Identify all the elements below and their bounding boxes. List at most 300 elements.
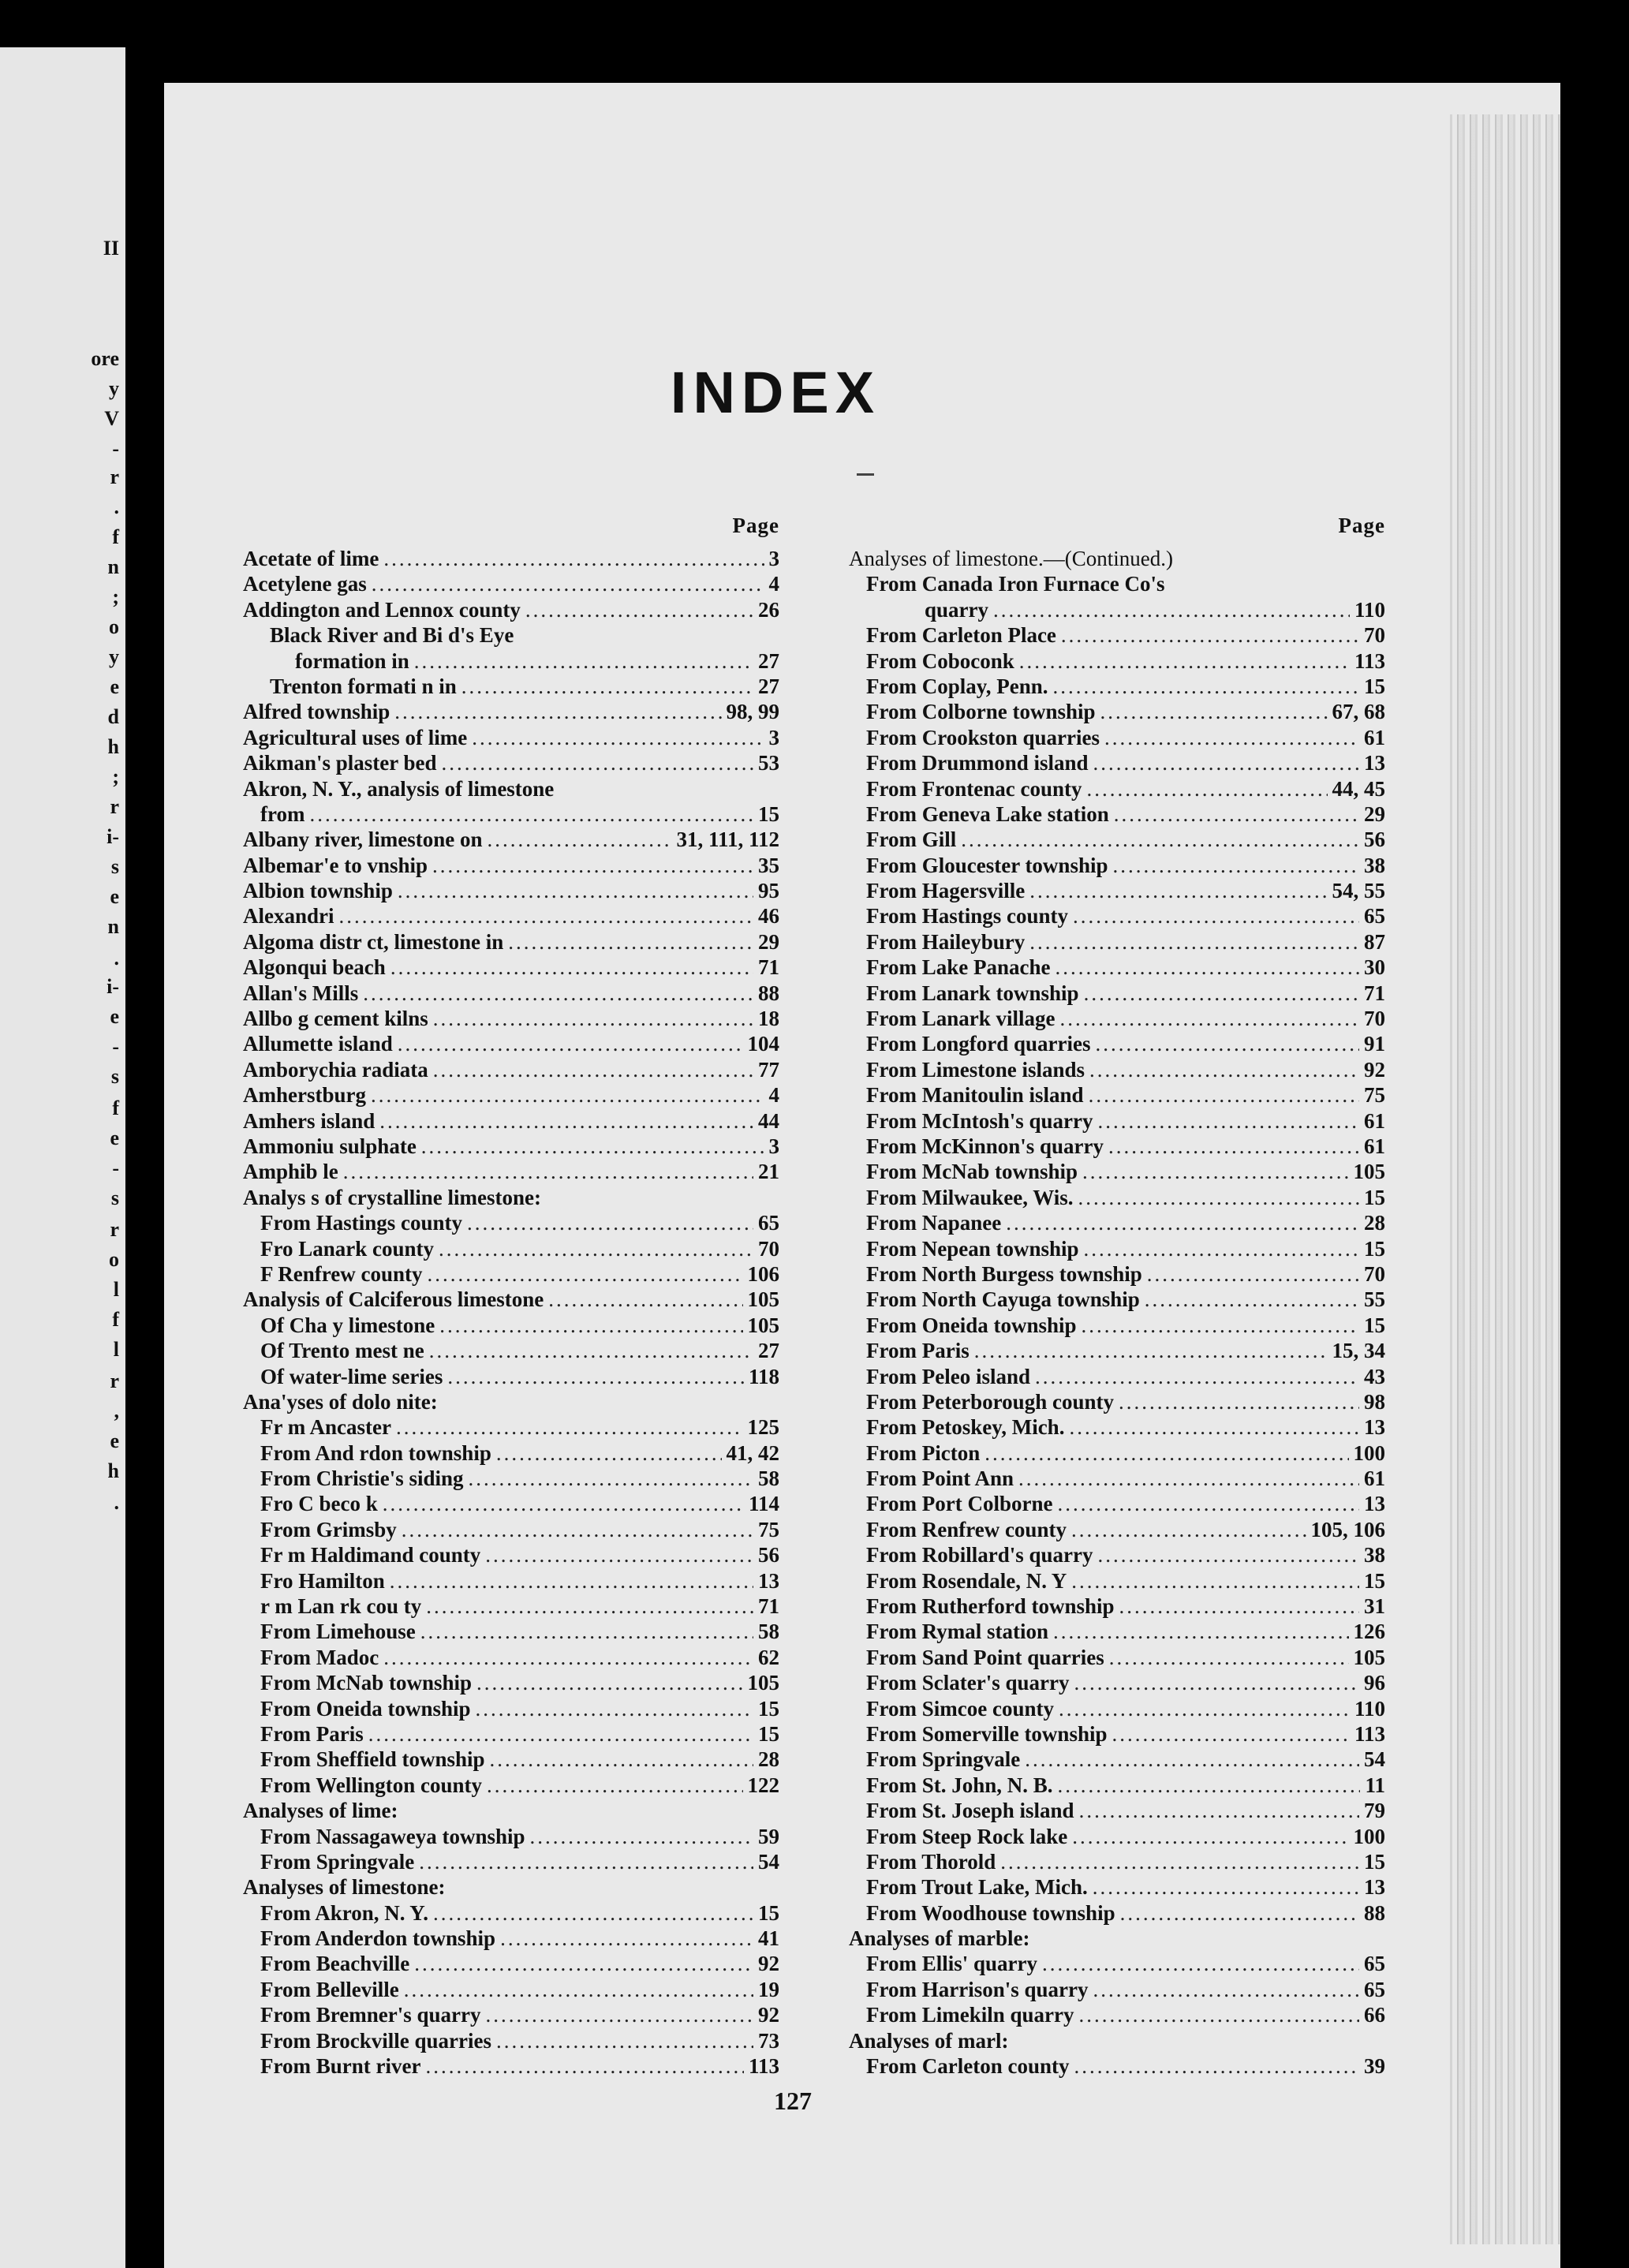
title-rule — [857, 473, 874, 476]
index-entry — [849, 1721, 1385, 1747]
entry-term: From Peleo island — [866, 1364, 1030, 1388]
index-entry — [849, 955, 1385, 980]
dot-leader — [490, 1747, 753, 1772]
dot-leader — [1098, 1108, 1360, 1134]
dot-leader — [1113, 853, 1360, 878]
entry-term: From Lake Panache — [866, 955, 1051, 980]
entry-term: From Milwaukee, Wis. — [866, 1185, 1074, 1209]
entry-page-ref: 13 — [1364, 751, 1385, 775]
dot-leader — [390, 955, 753, 980]
margin-fragment: V — [104, 407, 119, 430]
entry-page-ref: 110 — [1354, 1696, 1385, 1721]
index-entry — [243, 2028, 779, 2053]
index-entry — [243, 1338, 779, 1363]
dot-leader — [1079, 2002, 1359, 2027]
entry-term: From Limekiln quarry — [866, 2003, 1074, 2027]
entry-page-ref: 44, 45 — [1332, 776, 1385, 801]
entry-term: From Picton — [866, 1440, 981, 1465]
dot-leader — [1058, 1773, 1361, 1798]
entry-term: From Belleville — [260, 1977, 399, 2001]
dot-leader — [1147, 1261, 1359, 1287]
margin-fragment: e — [110, 1127, 119, 1149]
dot-leader — [1119, 1389, 1359, 1414]
index-entry — [849, 1619, 1385, 1644]
entry-page-ref: 38 — [1364, 853, 1385, 877]
entry-page-ref: 54 — [758, 1849, 779, 1874]
index-entry — [849, 1900, 1385, 1926]
entry-page-ref: 73 — [758, 2028, 779, 2053]
entry-term: From North Cayuga township — [866, 1287, 1140, 1312]
margin-fragment: e — [110, 1429, 119, 1452]
index-entry — [849, 622, 1385, 648]
entry-page-ref: 105, 106 — [1310, 1517, 1385, 1541]
entry-term: Albemar'e to vnship — [243, 853, 428, 877]
entry-term: Ammoniu sulphate — [243, 1134, 417, 1158]
entry-page-ref: 29 — [758, 929, 779, 954]
dot-leader — [1086, 776, 1327, 801]
dot-leader — [442, 750, 753, 775]
index-entry — [243, 1006, 779, 1031]
dot-leader — [1119, 1594, 1359, 1619]
margin-fragment: - — [112, 1156, 119, 1179]
entry-term: From Somerville township — [866, 1721, 1108, 1746]
index-entry — [849, 1568, 1385, 1594]
dot-leader — [1000, 1849, 1359, 1874]
entry-page-ref: 65 — [1364, 1977, 1385, 2001]
dot-leader — [339, 903, 753, 928]
index-entry — [849, 1824, 1385, 1849]
entry-term: From North Burgess township — [866, 1261, 1142, 1286]
margin-fragment: f — [112, 1308, 119, 1331]
entry-page-ref: 125 — [747, 1415, 779, 1440]
entry-page-ref: 4 — [768, 1083, 779, 1108]
entry-page-ref: 65 — [1364, 1952, 1385, 1976]
entry-term: From Ellis' quarry — [866, 1952, 1038, 1976]
entry-page-ref: 126 — [1353, 1620, 1385, 1644]
entry-page-ref: 71 — [1364, 981, 1385, 1005]
index-entry — [849, 597, 1385, 622]
column-header-page: Page — [732, 514, 779, 537]
index-entry — [243, 1900, 779, 1926]
entry-term: From Canada Iron Furnace Co's — [866, 572, 1165, 596]
index-entry — [243, 1389, 779, 1414]
dot-leader — [343, 1159, 753, 1184]
entry-term: From Madoc — [260, 1645, 379, 1669]
entry-page-ref: 31, 111, 112 — [676, 828, 779, 852]
dot-leader — [472, 725, 764, 750]
entry-term: Analysis of Calciferous limestone — [243, 1287, 544, 1312]
index-entry — [849, 1645, 1385, 1670]
index-entry — [849, 571, 1385, 596]
entry-term: From Sheffield township — [260, 1747, 485, 1772]
dot-leader — [1074, 2053, 1359, 2079]
dot-leader — [1079, 1798, 1359, 1823]
margin-fragment: y — [109, 377, 119, 400]
entry-term: Analyses of marble: — [849, 1926, 1030, 1951]
index-entry — [849, 674, 1385, 699]
dot-leader — [371, 1082, 764, 1108]
entry-page-ref: 61 — [1364, 1134, 1385, 1158]
entry-page-ref: 35 — [758, 853, 779, 877]
entry-term: From Wellington county — [260, 1773, 483, 1797]
entry-page-ref: 18 — [758, 1007, 779, 1031]
entry-page-ref: 98 — [1364, 1389, 1385, 1414]
index-entry — [849, 1134, 1385, 1159]
previous-page-edge — [0, 47, 138, 2268]
page-title: INDEX — [670, 360, 881, 425]
entry-page-ref: 11 — [1365, 1773, 1385, 1797]
index-entry — [243, 1594, 779, 1619]
dot-leader — [433, 1900, 753, 1926]
margin-fragment: r — [110, 795, 119, 818]
index-entry — [849, 1951, 1385, 1976]
entry-page-ref: 66 — [1364, 2003, 1385, 2027]
dot-leader — [1078, 1185, 1360, 1210]
index-entry — [849, 750, 1385, 775]
entry-page-ref: 13 — [1364, 1492, 1385, 1516]
dot-leader — [1093, 750, 1359, 775]
index-entry — [243, 1798, 779, 1823]
entry-page-ref: 118 — [748, 1364, 779, 1388]
index-entry — [849, 878, 1385, 903]
entry-term: From Oneida township — [260, 1696, 471, 1721]
entry-term: From Napanee — [866, 1211, 1002, 1235]
entry-page-ref: 29 — [1364, 801, 1385, 826]
dot-leader — [530, 1824, 753, 1849]
entry-page-ref: 70 — [1364, 623, 1385, 648]
entry-page-ref: 87 — [1364, 929, 1385, 954]
entry-term: From Frontenac county — [866, 776, 1082, 801]
dot-leader — [993, 597, 1350, 622]
entry-term: From Hastings county — [260, 1211, 463, 1235]
entry-term: From Brockville quarries — [260, 2028, 491, 2053]
dot-leader — [1071, 1568, 1359, 1594]
dot-leader — [1069, 1414, 1359, 1440]
entry-page-ref: 110 — [1354, 597, 1385, 622]
margin-fragment: ore — [91, 347, 119, 370]
entry-page-ref: 41, 42 — [726, 1440, 779, 1465]
entry-term: From And rdon township — [260, 1440, 491, 1465]
entry-page-ref: 70 — [1364, 1261, 1385, 1286]
index-entry — [243, 699, 779, 724]
entry-page-ref: 44 — [758, 1108, 779, 1133]
index-entry — [243, 750, 779, 775]
index-entry — [849, 1773, 1385, 1798]
index-entry — [849, 2028, 1385, 2053]
index-entry — [849, 827, 1385, 852]
entry-term: From Simcoe county — [866, 1696, 1054, 1721]
entry-term: Amherstburg — [243, 1083, 366, 1108]
index-entry — [243, 1134, 779, 1159]
index-column-left — [243, 505, 779, 2079]
index-entry — [243, 1364, 779, 1389]
margin-fragment: s — [110, 855, 119, 878]
index-entry — [243, 1542, 779, 1567]
margin-fragment: f — [112, 525, 119, 548]
margin-fragment: ; — [112, 765, 119, 788]
index-entry — [243, 1926, 779, 1951]
index-entry — [243, 903, 779, 928]
entry-page-ref: 56 — [1364, 828, 1385, 852]
entry-term: Addington and Lennox county — [243, 597, 521, 622]
index-entry — [243, 622, 779, 648]
index-entry — [243, 1773, 779, 1798]
entry-term: From Drummond island — [866, 751, 1089, 775]
index-entry — [849, 725, 1385, 750]
page-edge-stack — [1450, 114, 1560, 2244]
index-entry — [243, 776, 779, 801]
entry-term: Analyses of limestone.—(Continued.) — [849, 547, 1173, 570]
dot-leader — [476, 1670, 742, 1695]
entry-term: Algoma distr ct, limestone in — [243, 929, 504, 954]
index-entry — [243, 1210, 779, 1235]
dot-leader — [1112, 1721, 1350, 1747]
entry-term: From Carleton Place — [866, 623, 1056, 648]
entry-page-ref: 15 — [1364, 1568, 1385, 1593]
index-entry — [849, 1414, 1385, 1440]
entry-page-ref: 55 — [1364, 1287, 1385, 1312]
dot-leader — [432, 853, 753, 878]
dot-leader — [1114, 801, 1359, 827]
index-entry — [849, 1696, 1385, 1721]
entry-page-ref: 105 — [747, 1671, 779, 1695]
entry-term: Akron, N. Y., analysis of limestone — [243, 776, 555, 801]
dot-leader — [383, 1645, 753, 1670]
entry-page-ref: 92 — [758, 2003, 779, 2027]
dot-leader — [398, 1031, 743, 1056]
index-entry — [243, 1261, 779, 1287]
index-entry — [243, 955, 779, 980]
dot-leader — [427, 1261, 742, 1287]
entry-term: Fro Hamilton — [260, 1568, 385, 1593]
entry-page-ref: 106 — [747, 1261, 779, 1286]
entry-term: From Gill — [866, 828, 957, 852]
dot-leader — [447, 1364, 744, 1389]
entry-term: Allan's Mills — [243, 981, 359, 1005]
entry-page-ref: 15, 34 — [1332, 1339, 1385, 1363]
entry-page-ref: 27 — [758, 674, 779, 698]
entry-term: Albany river, limestone on — [243, 828, 483, 852]
index-entry — [849, 1236, 1385, 1261]
entry-page-ref: 39 — [1364, 2054, 1385, 2079]
margin-fragment: n — [107, 555, 119, 578]
margin-fragment: . — [114, 495, 119, 518]
margin-fragment: h — [107, 1459, 119, 1482]
index-entry — [243, 1747, 779, 1772]
dot-leader — [1120, 1900, 1359, 1926]
dot-leader — [433, 1006, 753, 1031]
index-entry — [849, 1670, 1385, 1695]
entry-page-ref: 75 — [1364, 1083, 1385, 1108]
entry-page-ref: 53 — [758, 751, 779, 775]
dot-leader — [1071, 1517, 1306, 1542]
dot-leader — [1082, 1159, 1348, 1184]
entry-term: Amhers island — [243, 1108, 375, 1133]
dot-leader — [1082, 1313, 1359, 1338]
index-entry — [849, 1926, 1385, 1951]
book-gutter — [125, 47, 138, 2268]
entry-term: From Limestone islands — [866, 1057, 1085, 1082]
entry-page-ref: 62 — [758, 1645, 779, 1669]
entry-page-ref: 79 — [1364, 1799, 1385, 1823]
entry-term: Amphib le — [243, 1160, 338, 1184]
entry-term: From Crookston quarries — [866, 725, 1100, 749]
dot-leader — [1073, 903, 1359, 928]
entry-page-ref: 31 — [1364, 1594, 1385, 1619]
index-entry — [849, 903, 1385, 928]
index-entry — [243, 1466, 779, 1491]
margin-fragment: ; — [112, 585, 119, 608]
dot-leader — [1029, 929, 1359, 955]
entry-term: From Longford quarries — [866, 1032, 1091, 1056]
entry-page-ref: 3 — [768, 547, 779, 570]
entry-page-ref: 61 — [1364, 725, 1385, 749]
dot-leader — [439, 1313, 742, 1338]
entry-page-ref: 88 — [1364, 1900, 1385, 1925]
dot-leader — [1055, 955, 1359, 980]
dot-leader — [309, 801, 753, 827]
index-entry — [243, 981, 779, 1006]
entry-page-ref: 58 — [758, 1620, 779, 1644]
entry-page-ref: 114 — [748, 1492, 779, 1516]
index-entry — [849, 1159, 1385, 1184]
entry-page-ref: 105 — [1353, 1645, 1385, 1669]
dot-leader — [398, 878, 753, 903]
entry-page-ref: 92 — [758, 1952, 779, 1976]
entry-page-ref: 58 — [758, 1467, 779, 1491]
entry-page-ref: 41 — [758, 1926, 779, 1951]
dot-leader — [974, 1338, 1328, 1363]
entry-term: From Point Ann — [866, 1467, 1014, 1491]
dot-leader — [525, 597, 753, 622]
dot-leader — [984, 1440, 1348, 1466]
index-entry — [243, 929, 779, 955]
entry-term: From Springvale — [866, 1747, 1021, 1772]
entry-term: From Port Colborne — [866, 1492, 1053, 1516]
index-entry — [243, 1951, 779, 1976]
entry-term: From Nepean township — [866, 1236, 1079, 1261]
entry-term: From Paris — [260, 1721, 364, 1746]
entry-page-ref: 15 — [758, 801, 779, 826]
entry-page-ref: 61 — [1364, 1108, 1385, 1133]
entry-page-ref: 15 — [1364, 1849, 1385, 1874]
margin-fragment: h — [107, 735, 119, 758]
index-entries — [243, 546, 779, 2079]
index-entry — [849, 1031, 1385, 1056]
entry-page-ref: 65 — [1364, 904, 1385, 928]
entry-term: From Carleton county — [866, 2054, 1070, 2079]
dot-leader — [1025, 1747, 1359, 1772]
entry-term: From St. John, N. B. — [866, 1773, 1053, 1797]
index-entry — [243, 1696, 779, 1721]
index-entry — [849, 1747, 1385, 1772]
margin-fragment: r — [110, 465, 119, 488]
dot-leader — [467, 1210, 753, 1235]
entry-term: F Renfrew county — [260, 1261, 423, 1286]
dot-leader — [1074, 1670, 1359, 1695]
index-entry — [243, 1874, 779, 1900]
index-entry — [243, 1491, 779, 1516]
dot-leader — [1098, 1542, 1359, 1567]
entry-term: Amborychia radiata — [243, 1057, 428, 1082]
entry-page-ref: 4 — [768, 572, 779, 596]
index-entry — [849, 929, 1385, 955]
dot-leader — [1053, 674, 1359, 699]
entry-page-ref: 77 — [758, 1057, 779, 1082]
entry-term: From Hastings county — [866, 904, 1069, 928]
margin-fragment: . — [114, 947, 119, 970]
index-entry — [243, 597, 779, 622]
dot-leader — [548, 1287, 742, 1312]
index-entry — [849, 1313, 1385, 1338]
margin-fragment: , — [114, 1399, 119, 1422]
entry-term: r m Lan rk cou ty — [260, 1594, 422, 1619]
index-entry — [243, 1287, 779, 1312]
entry-term: From Beachville — [260, 1952, 410, 1976]
dot-leader — [363, 981, 753, 1006]
entry-page-ref: 30 — [1364, 955, 1385, 980]
index-entry — [849, 1210, 1385, 1235]
dot-leader — [1089, 1082, 1359, 1108]
entry-term: From Colborne township — [866, 700, 1096, 724]
entry-page-ref: 70 — [1364, 1007, 1385, 1031]
index-entries — [849, 546, 1385, 2079]
index-page — [164, 83, 1560, 2268]
dot-leader — [1093, 1977, 1359, 2002]
dot-leader — [420, 1619, 753, 1644]
index-entry — [849, 1440, 1385, 1466]
entry-page-ref: 105 — [747, 1287, 779, 1312]
entry-term: From Peterborough county — [866, 1389, 1114, 1414]
entry-term: From Rutherford township — [866, 1594, 1115, 1619]
dot-leader — [1084, 1236, 1359, 1261]
dot-leader — [419, 1849, 753, 1874]
margin-fragment: e — [110, 675, 119, 698]
index-entry — [849, 699, 1385, 724]
index-entry — [849, 1389, 1385, 1414]
index-entry — [849, 1798, 1385, 1823]
index-entry — [849, 2002, 1385, 2027]
dot-leader — [500, 1926, 753, 1951]
entry-term: Fro C beco k — [260, 1492, 378, 1516]
entry-term: Analyses of marl: — [849, 2028, 1009, 2053]
entry-page-ref: 92 — [1364, 1057, 1385, 1082]
margin-fragment: II — [103, 237, 119, 260]
index-entry — [243, 1670, 779, 1695]
dot-leader — [368, 1721, 753, 1747]
entry-term: From Sand Point quarries — [866, 1645, 1104, 1669]
entry-term: From Haileybury — [866, 929, 1026, 954]
entry-term: From Manitoulin island — [866, 1083, 1084, 1108]
dot-leader — [1018, 1466, 1359, 1491]
entry-page-ref: 71 — [758, 955, 779, 980]
entry-term: Allbo g cement kilns — [243, 1007, 428, 1031]
entry-page-ref: 67, 68 — [1332, 700, 1385, 724]
dot-leader — [487, 1773, 742, 1798]
entry-page-ref: 38 — [1364, 1543, 1385, 1567]
entry-term: Analys s of crystalline limestone: — [243, 1185, 541, 1209]
index-entry — [243, 1517, 779, 1542]
dot-leader — [426, 1594, 753, 1619]
entry-term: From Trout Lake, Mich. — [866, 1875, 1088, 1900]
column-header-page: Page — [1338, 514, 1385, 537]
entry-term: formation in — [295, 648, 409, 673]
index-column-right — [849, 505, 1385, 2079]
dot-leader — [496, 2028, 753, 2053]
dot-leader — [1104, 725, 1359, 750]
index-entry — [243, 1824, 779, 1849]
dot-leader — [1084, 981, 1359, 1006]
